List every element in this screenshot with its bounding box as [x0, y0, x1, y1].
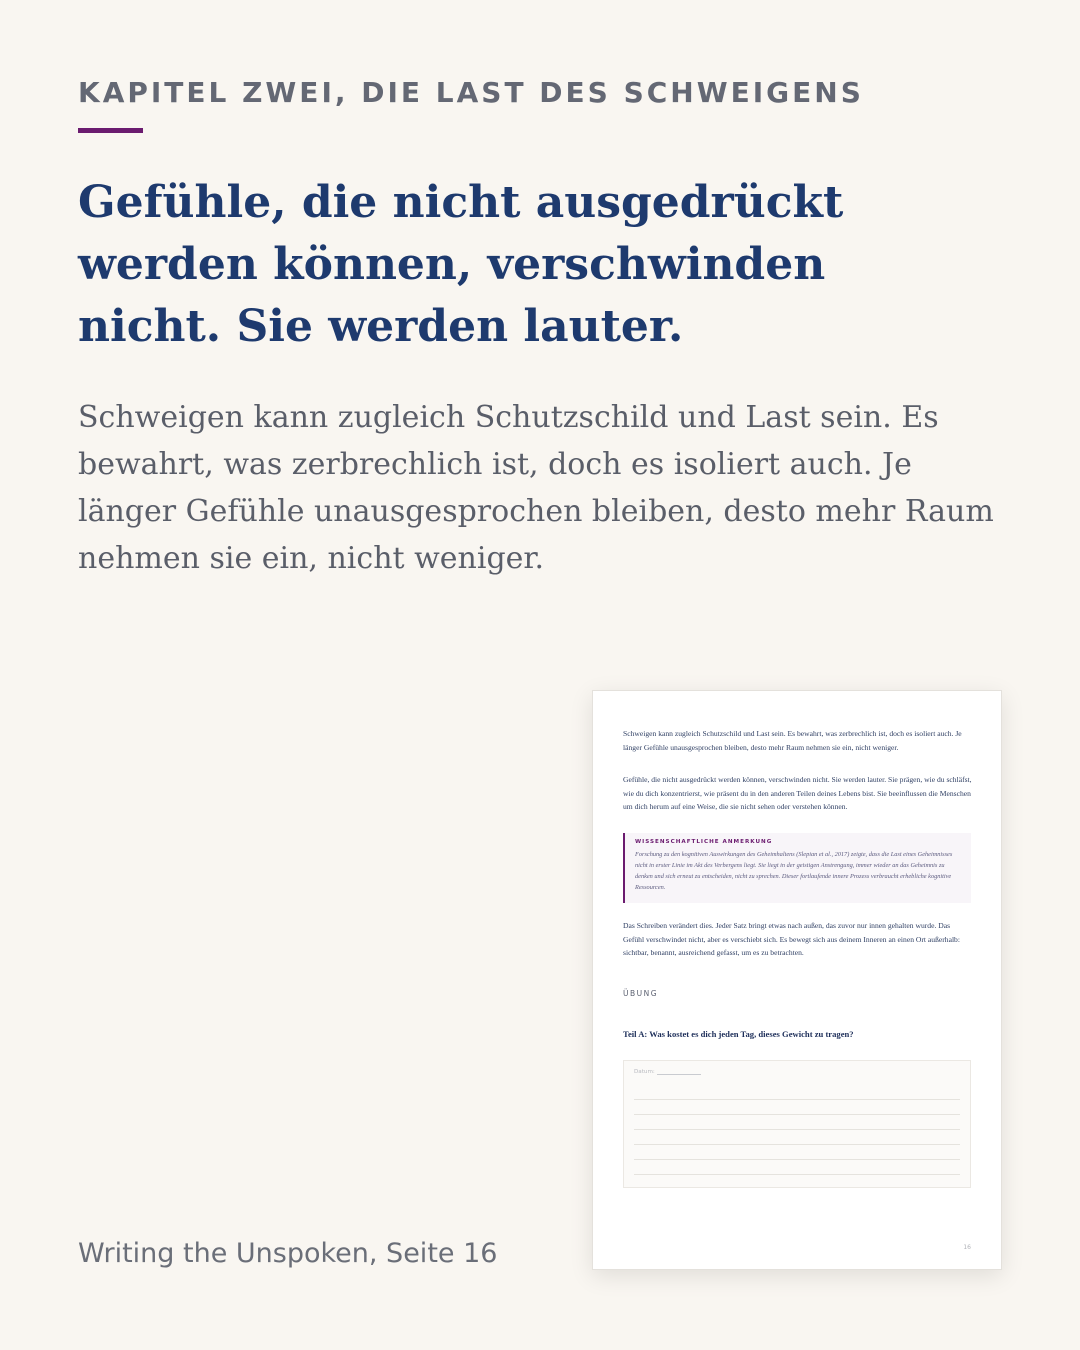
- page-paragraph-2: Gefühle, die nicht ausgedrückt werden können, verschwinden nicht. Sie werden lauter. Sie prägen, wie du schläfst, wie du dich konzentrierst, wie präsent du in den anderen Teilen deines Lebens bist. Sie beeinflussen die Menschen um dich herum auf eine Weise, die sie nicht sehen oder verstehen können.: [623, 775, 972, 812]
- writing-line: [634, 1129, 960, 1130]
- science-note-text: Forschung zu den kognitiven Auswirkungen des Geheimhaltens (Slepian et al., 2017) zeigte, dass die Last eines Geheimnisses nicht in erster Linie im Akt des Verbergens liegt. Sie liegt in der geistigen Anstrengung, immer wieder an das Geheimnis zu denken und sich erneut zu entscheiden, nicht zu sprechen. Dieser fortlaufende innere Prozess verbraucht erhebliche kognitive Ressourcen.: [635, 851, 953, 891]
- writing-line: [634, 1099, 960, 1100]
- page-paragraph-3: Das Schreiben verändert dies. Jeder Satz bringt etwas nach außen, das zuvor nur innen gehalten wurde. Das Gefühl verschwindet nicht, aber es verschiebt sich. Es bewegt sich aus deinem Inneren an einen Ort außerhalb: sichtbar, benannt, ausreichend gefasst, um es zu betrachten.: [623, 921, 960, 958]
- date-label: Datum:: [634, 1069, 655, 1075]
- science-note-label: WISSENSCHAFTLICHE ANMERKUNG: [635, 839, 773, 845]
- writing-line: [634, 1159, 960, 1160]
- exercise-question: Teil A: Was kostet es dich jeden Tag, dieses Gewicht zu tragen?: [623, 1029, 854, 1039]
- accent-rule: [78, 128, 143, 133]
- headline: Gefühle, die nicht ausgedrückt werden können, verschwinden nicht. Sie werden lauter.: [78, 177, 844, 352]
- writing-line: [634, 1144, 960, 1145]
- exercise-label: ÜBUNG: [623, 989, 659, 998]
- page-number: 16: [963, 1244, 971, 1251]
- science-note: [623, 833, 971, 903]
- date-line: [657, 1074, 701, 1075]
- writing-line: [634, 1174, 960, 1175]
- writing-line: [634, 1114, 960, 1115]
- chapter-kicker: KAPITEL ZWEI, DIE LAST DES SCHWEIGENS: [78, 76, 864, 109]
- footer-caption: Writing the Unspoken, Seite 16: [78, 1238, 498, 1269]
- page-preview: [592, 690, 1002, 1270]
- writing-box: [623, 1060, 971, 1188]
- date-field: [634, 1069, 701, 1075]
- page-paragraph-1: Schweigen kann zugleich Schutzschild und Last sein. Es bewahrt, was zerbrechlich ist, doch es isoliert auch. Je länger Gefühle unausgesprochen bleiben, desto mehr Raum nehmen sie ein, nicht weniger.: [623, 729, 962, 752]
- lead-paragraph: Schweigen kann zugleich Schutzschild und Last sein. Es bewahrt, was zerbrechlich ist, doch es isoliert auch. Je länger Gefühle unausgesprochen bleiben, desto mehr Raum nehmen sie ein, nicht weniger.: [78, 400, 994, 576]
